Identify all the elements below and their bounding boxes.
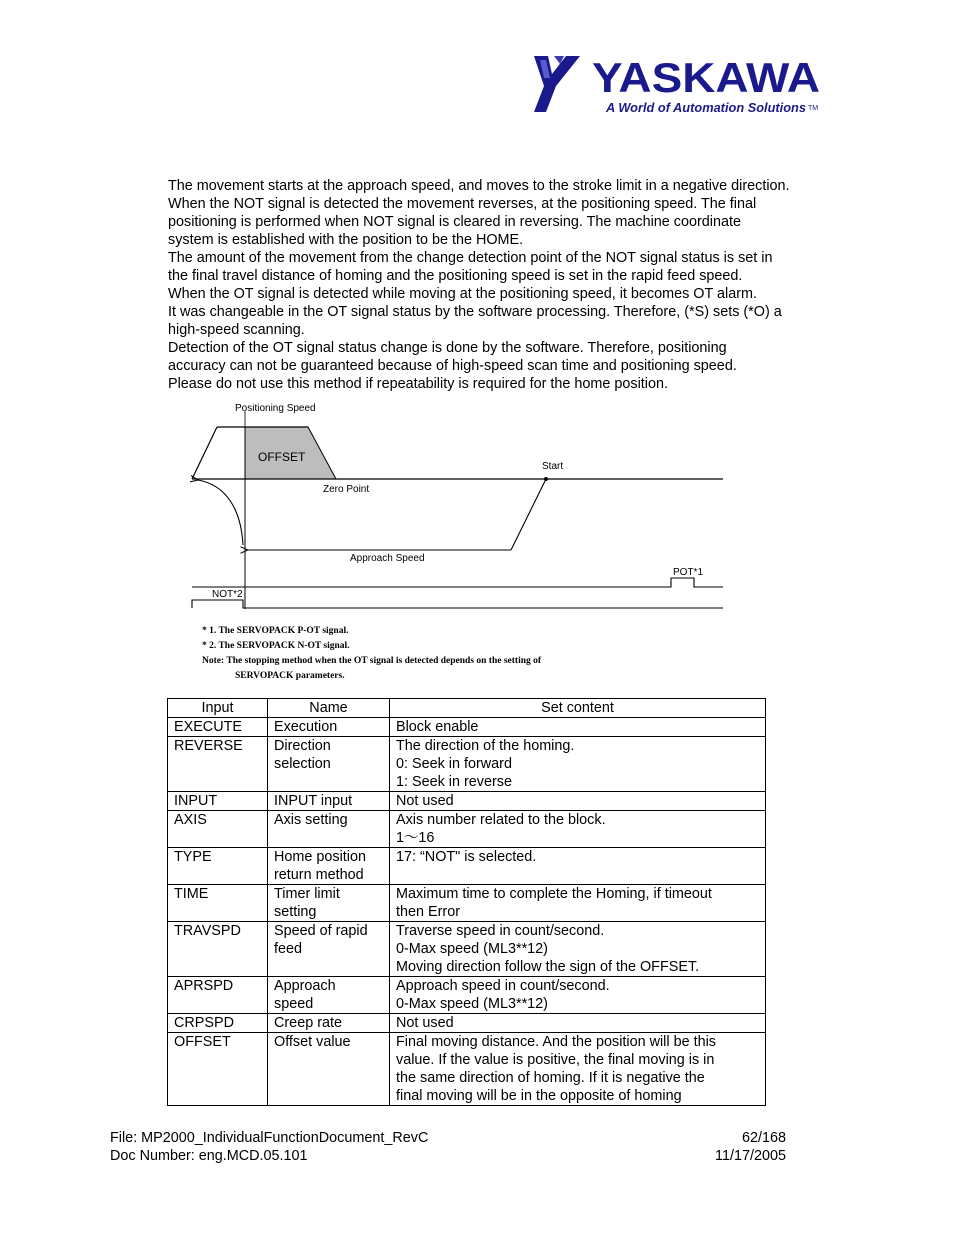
- cell-line: Creep rate: [274, 1015, 342, 1031]
- cell-line: Not used: [396, 793, 454, 809]
- table-row: [168, 737, 766, 792]
- text-line: When the NOT signal is detected the movement reverses, at the positioning speed. The final: [168, 196, 757, 212]
- cell-line: 0-Max speed (ML3**12): [396, 941, 548, 957]
- cell-name: [268, 848, 390, 885]
- cell-name: [268, 1033, 390, 1106]
- note-1: * 1. The SERVOPACK P-OT signal.: [202, 626, 349, 636]
- cell-name: [268, 811, 390, 848]
- cell-input: APRSPD: [168, 977, 268, 1014]
- yaskawa-swoosh-icon: [534, 56, 580, 112]
- cell-line: The direction of the homing.: [396, 738, 575, 754]
- start-label: Start: [542, 461, 564, 472]
- table-row: [168, 848, 766, 885]
- pot-signal: [192, 578, 723, 587]
- cell-line: Maximum time to complete the Homing, if timeout: [396, 886, 712, 902]
- not-signal: [192, 600, 723, 608]
- table-row: [168, 885, 766, 922]
- footer-date: 11/17/2005: [715, 1148, 786, 1164]
- cell-line: Execution: [274, 719, 338, 735]
- cell-line: Traverse speed in count/second.: [396, 923, 605, 939]
- footer-doc-number: Doc Number: eng.MCD.05.101: [110, 1148, 308, 1164]
- cell-line: Direction: [274, 738, 331, 754]
- yaskawa-logo: [530, 52, 830, 118]
- cell-line: Approach: [274, 978, 336, 994]
- footer-right: [715, 1129, 786, 1165]
- cell-content: [390, 811, 766, 848]
- positioning-speed-label: Positioning Speed: [235, 403, 316, 414]
- header-content: Set content: [390, 699, 766, 718]
- text-line: The amount of the movement from the change detection point of the NOT signal status is set in: [168, 250, 773, 266]
- cell-line: then Error: [396, 904, 460, 920]
- cell-input: TRAVSPD: [168, 922, 268, 977]
- table-header-row: [168, 699, 766, 718]
- cell-name: [268, 922, 390, 977]
- text-line: It was changeable in the OT signal status by the software processing. Therefore, (*S) sets (*O) a: [168, 304, 782, 320]
- cell-line: feed: [274, 941, 303, 957]
- header-name: Name: [268, 699, 390, 718]
- cell-name: [268, 737, 390, 792]
- cell-name: [268, 885, 390, 922]
- cell-name: [268, 1014, 390, 1033]
- description-text: [168, 177, 858, 393]
- cell-content: [390, 792, 766, 811]
- cell-line: Speed of rapid: [274, 923, 368, 939]
- cell-line: 0-Max speed (ML3**12): [396, 996, 548, 1012]
- cell-input: OFFSET: [168, 1033, 268, 1106]
- cell-line: speed: [274, 996, 314, 1012]
- table-row: [168, 977, 766, 1014]
- cell-line: value. If the value is positive, the final moving is in: [396, 1052, 715, 1068]
- cell-line: Approach speed in count/second.: [396, 978, 610, 994]
- cell-content: [390, 977, 766, 1014]
- text-line: Detection of the OT signal status change is done by the software. Therefore, positioning: [168, 340, 727, 356]
- cell-input: TYPE: [168, 848, 268, 885]
- table-row: [168, 1014, 766, 1033]
- cell-name: [268, 718, 390, 737]
- cell-input: AXIS: [168, 811, 268, 848]
- cell-line: Final moving distance. And the position will be this: [396, 1034, 716, 1050]
- cell-content: [390, 718, 766, 737]
- cell-line: Axis setting: [274, 812, 348, 828]
- cell-line: INPUT input: [274, 793, 353, 809]
- parameter-table: [167, 698, 766, 1106]
- cell-line: the same direction of homing. If it is negative the: [396, 1070, 705, 1086]
- text-line: accuracy can not be guaranteed because of high-speed scan time and positioning speed.: [168, 358, 737, 374]
- cell-input: INPUT: [168, 792, 268, 811]
- header-input: Input: [168, 699, 268, 718]
- cell-content: [390, 1033, 766, 1106]
- cell-line: 0: Seek in forward: [396, 756, 512, 772]
- cell-line: 17: “NOT" is selected.: [396, 849, 537, 865]
- cell-line: setting: [274, 904, 317, 920]
- start-point: [544, 477, 548, 481]
- cell-input: EXECUTE: [168, 718, 268, 737]
- text-line: the final travel distance of homing and the positioning speed is set in the rapid feed speed.: [168, 268, 743, 284]
- cell-line: Home position: [274, 849, 366, 865]
- cell-line: Moving direction follow the sign of the OFFSET.: [396, 959, 700, 975]
- cell-input: CRPSPD: [168, 1014, 268, 1033]
- cell-name: [268, 792, 390, 811]
- cell-content: [390, 737, 766, 792]
- cell-name: [268, 977, 390, 1014]
- cell-line: Offset value: [274, 1034, 351, 1050]
- text-line: high-speed scanning.: [168, 322, 305, 338]
- cell-content: [390, 885, 766, 922]
- cell-line: Axis number related to the block.: [396, 812, 606, 828]
- footer-file: File: MP2000_IndividualFunctionDocument_RevC: [110, 1130, 429, 1146]
- cell-line: 1: Seek in reverse: [396, 774, 512, 790]
- cell-input: TIME: [168, 885, 268, 922]
- homing-diagram: [186, 397, 731, 690]
- cell-content: [390, 848, 766, 885]
- text-line: When the OT signal is detected while moving at the positioning speed, it becomes OT alarm.: [168, 286, 757, 302]
- cell-line: final moving will be in the opposite of homing: [396, 1088, 682, 1104]
- decel-curve: [198, 480, 243, 545]
- footer-left: [110, 1129, 428, 1165]
- text-line: system is established with the position to be the HOME.: [168, 232, 524, 248]
- note-3a: Note: The stopping method when the OT signal is detected depends on the setting of: [202, 656, 542, 666]
- cell-content: [390, 922, 766, 977]
- trademark: TM: [808, 105, 819, 112]
- offset-label: OFFSET: [258, 450, 306, 464]
- not-label: NOT*2: [212, 589, 243, 600]
- cell-line: Timer limit: [274, 886, 340, 902]
- note-2: * 2. The SERVOPACK N-OT signal.: [202, 641, 350, 651]
- cell-line: Block enable: [396, 719, 479, 735]
- cell-line: selection: [274, 756, 331, 772]
- footer-page-number: 62/168: [741, 1130, 786, 1146]
- table-row: [168, 922, 766, 977]
- cell-input: REVERSE: [168, 737, 268, 792]
- text-line: positioning is performed when NOT signal is cleared in reversing. The machine coordinate: [168, 214, 741, 230]
- table-row: [168, 792, 766, 811]
- cell-line: Not used: [396, 1015, 454, 1031]
- cell-line: 1〜16: [396, 830, 435, 846]
- text-line: The movement starts at the approach speed, and moves to the stroke limit in a negative direction.: [168, 178, 790, 194]
- text-line: Please do not use this method if repeatability is required for the home position.: [168, 376, 668, 392]
- zero-point-label: Zero Point: [323, 484, 370, 495]
- brand-tagline: A World of Automation Solutions: [605, 100, 806, 115]
- approach-ramp: [511, 479, 546, 550]
- approach-speed-label: Approach Speed: [350, 553, 425, 564]
- accel-line: [192, 427, 217, 479]
- table-row: [168, 811, 766, 848]
- cell-line: return method: [274, 867, 364, 883]
- brand-name: YASKAWA: [592, 54, 820, 101]
- cell-content: [390, 1014, 766, 1033]
- note-3b: SERVOPACK parameters.: [235, 671, 345, 681]
- table-row: [168, 1033, 766, 1106]
- pot-label: POT*1: [673, 567, 704, 578]
- table-row: [168, 718, 766, 737]
